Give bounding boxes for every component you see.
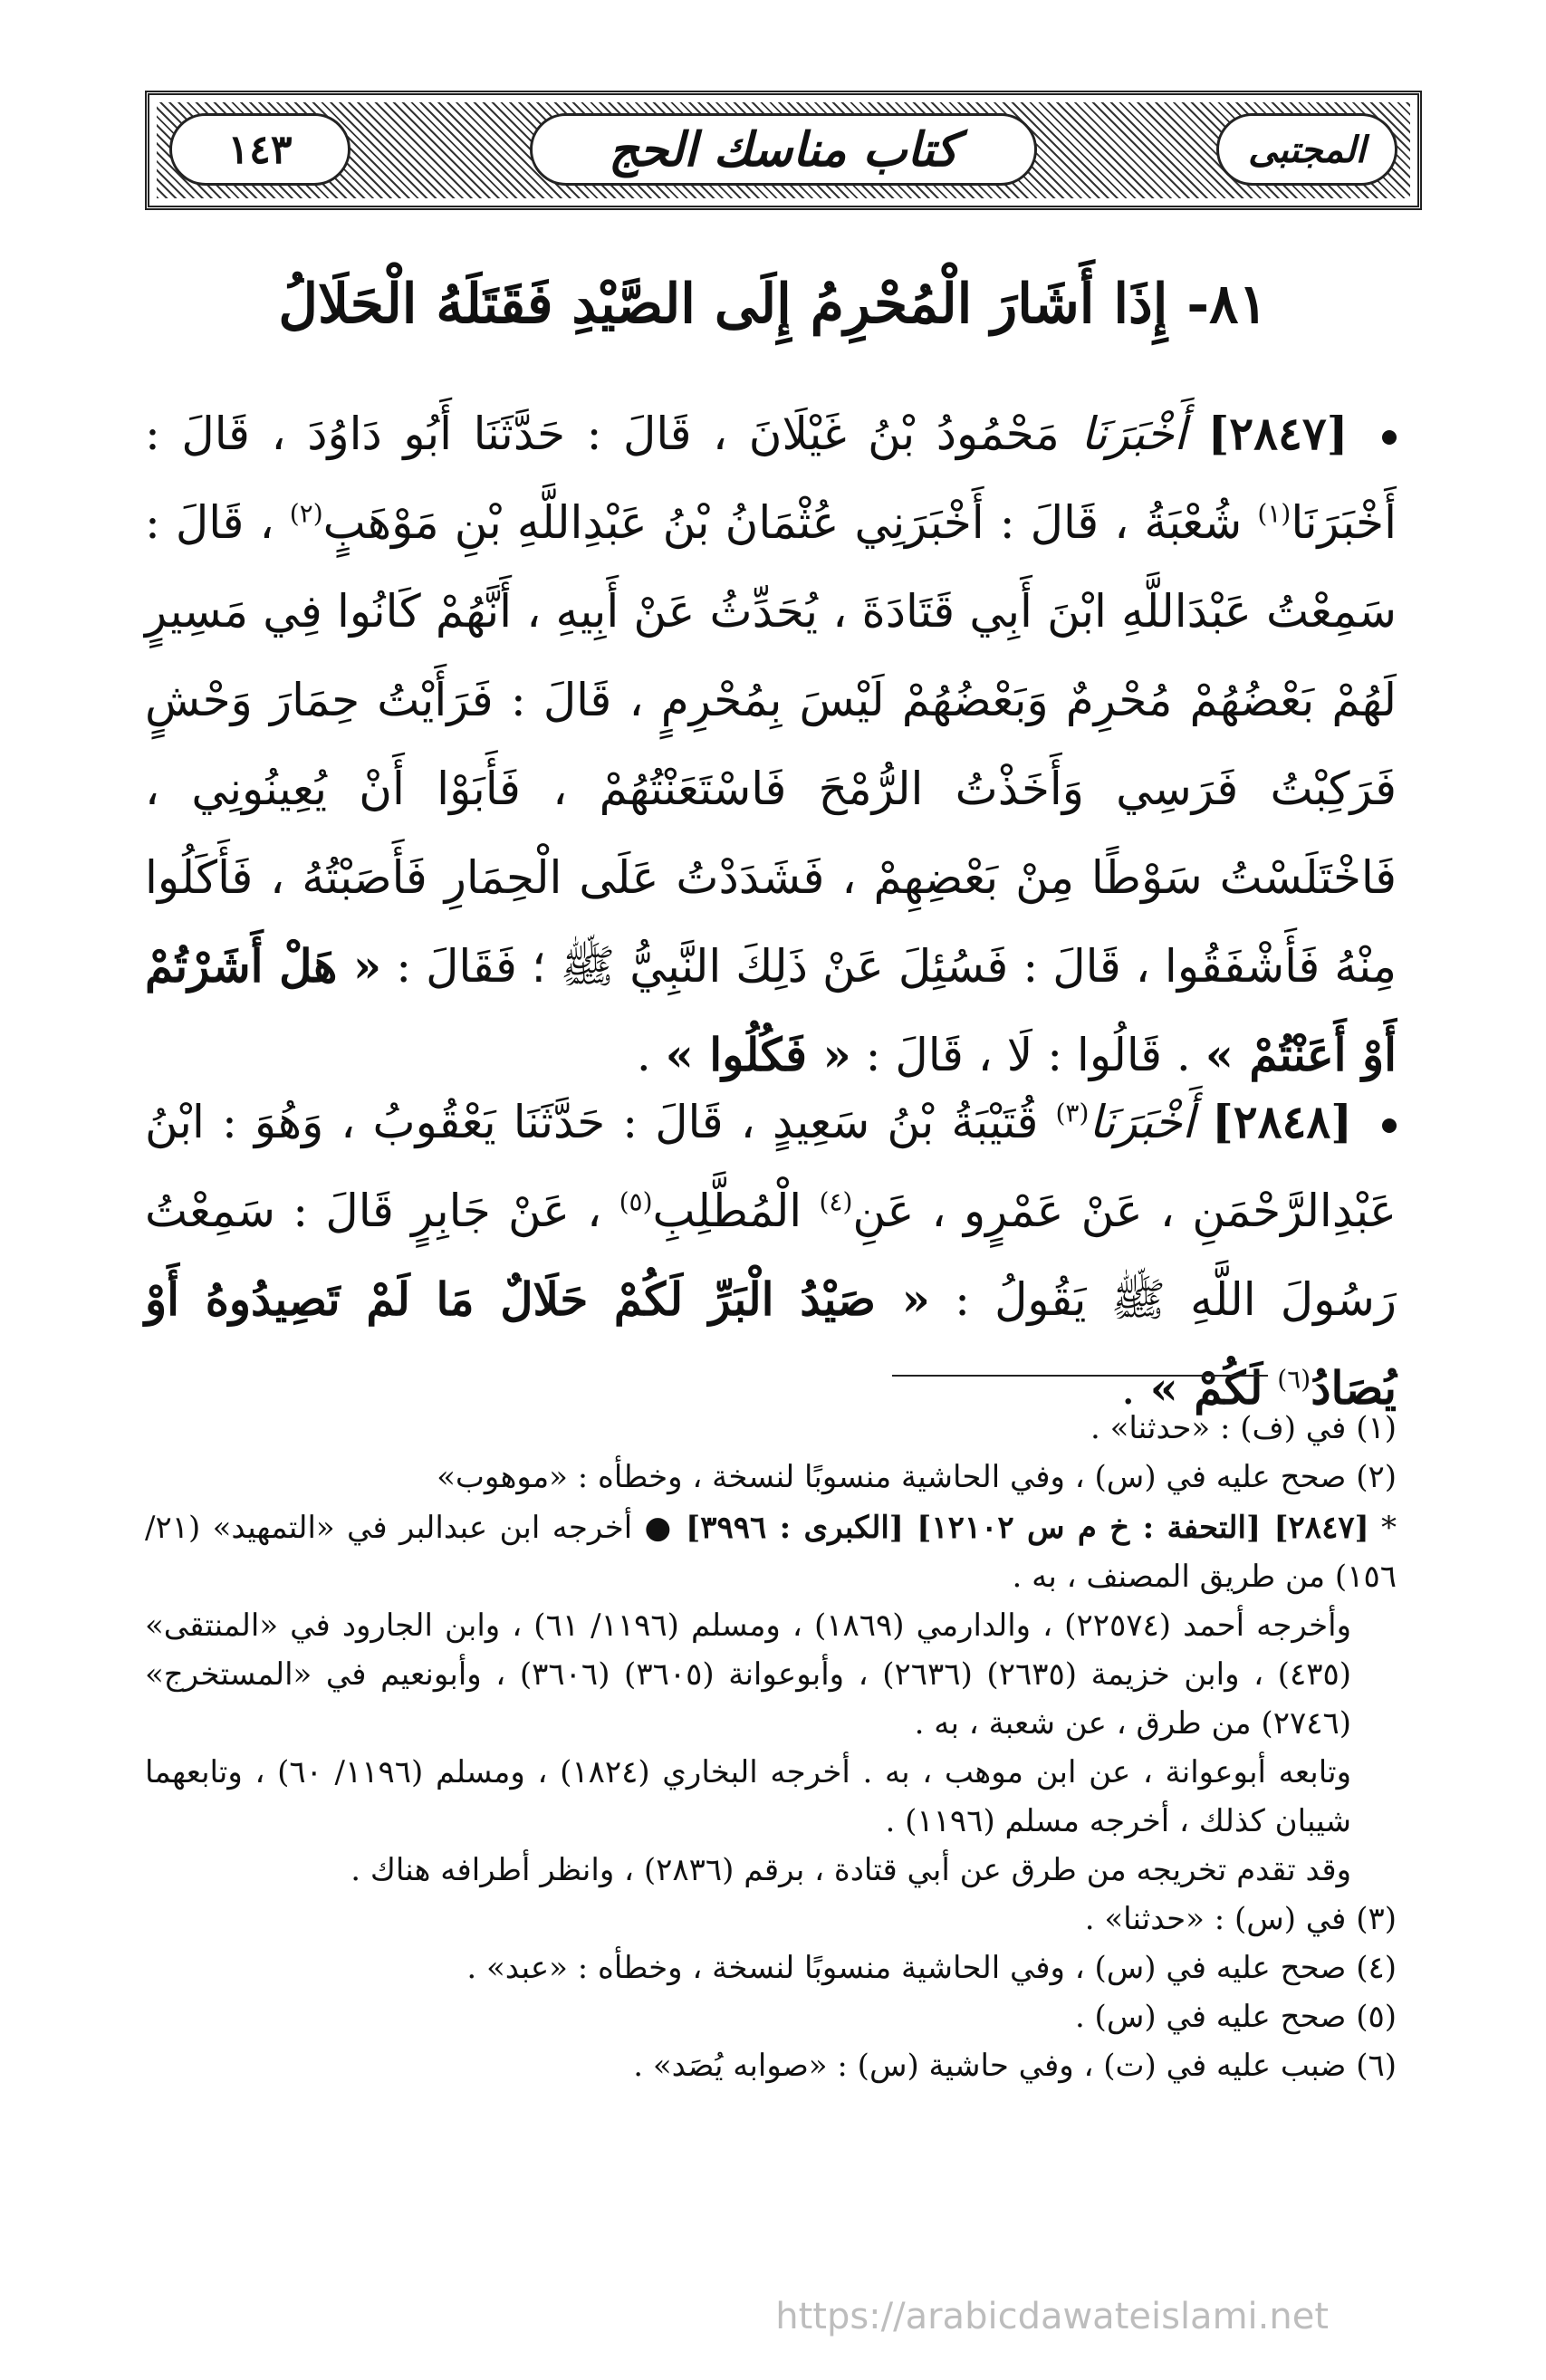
hadith-text: قُتَيْبَةُ بْنُ سَعِيدٍ ، قَالَ : حَدَّثَنَا يَعْقُوبُ ، وَهُوَ : ابْنُ عَبْدِالرَّحْمَنِ ، عَنْ عَمْرٍو ، عَنِ [145, 1096, 1397, 1237]
takhrij-bullet-icon: ● [644, 1510, 674, 1546]
akhbarana-label: أَخْبَرَنَا [1089, 1096, 1196, 1148]
footnotes [145, 1404, 1397, 2090]
prophetic-quote: « فَكُلُوا » [665, 1028, 851, 1081]
footnote-4: (٤) صحح عليه في (س) ، وفي الحاشية منسوبًا لنسخة ، وخطأه : «عبد» . [466, 1950, 1397, 1986]
bullet-icon [1382, 1118, 1397, 1133]
bullet-icon [1382, 430, 1397, 445]
footnote-5: (٥) صحح عليه في (س) . [1074, 1999, 1397, 2035]
hadith-text: شُعْبَةُ ، قَالَ : أَخْبَرَنِي عُثْمَانُ بْنُ عَبْدِاللَّهِ بْنِ مَوْهَبٍ [322, 496, 1243, 549]
hadith-text: . [1120, 1362, 1136, 1415]
takhrij-heading: [٢٨٤٧] [التحفة : خ م س ١٢١٠٢] [الكبرى : ٣٩٩٦] [686, 1510, 1369, 1546]
hadith-text: الْمُطَّلِبِ [652, 1185, 802, 1237]
footnote-ref[interactable]: (٣) [1055, 1098, 1090, 1128]
footnote-ref[interactable]: (٤) [819, 1186, 853, 1217]
takhrij-text: أخرجه ابن عبدالبر في «التمهيد» (٢١/ ١٥٦) من طريق المصنف ، به . [145, 1510, 1397, 1595]
book-logo: المجتبى [1216, 113, 1397, 186]
hadith-2847 [145, 389, 1397, 1099]
prophetic-quote: « هَلْ أَشَرْتُمْ أَوْ أَعَنْتُمْ » [145, 939, 1397, 1081]
hadith-text: . [636, 1029, 651, 1081]
footnote-3: (٣) في (س) : «حدثنا» . [1084, 1901, 1397, 1937]
prophetic-quote: « صَيْدُ الْبَرِّ لَكُمْ حَلَالٌ مَا لَمْ تَصِيدُوهُ أَوْ يُصَادُ [145, 1272, 1397, 1415]
takhrij-paragraph: وأخرجه أحمد (٢٢٥٧٤) ، والدارمي (١٨٦٩) ، ومسلم (١١٩٦/ ٦١) ، وابن الجارود في «المنتقى» (٤٣٥) ، وابن خزيمة (٢٦٣٥) (٢٦٣٦) ، وأبوعوانة (٣٦٠٥) (٣٦٠٦) ، وأبونعيم في «المستخرج» (٢٧٤٦) من طرق ، عن شعبة ، به . [145, 1607, 1352, 1742]
hadith-2848 [145, 1078, 1397, 1433]
hadith-text: مَحْمُودُ بْنُ غَيْلَانَ ، قَالَ : حَدَّثَنَا أَبُو دَاوُدَ ، قَالَ : أَخْبَرَنَا [145, 408, 1397, 549]
page-number: ١٤٣ [169, 113, 350, 186]
running-title: كتاب مناسك الحج [530, 113, 1037, 186]
prophetic-quote: لَكُمْ » [1149, 1361, 1263, 1415]
footnote-separator [892, 1375, 1268, 1377]
footnote-ref[interactable]: (٦) [1277, 1364, 1311, 1395]
hadith-text: ، قَالَ : سَمِعْتُ عَبْدَاللَّهِ ابْنَ أَبِي قَتَادَةَ ، يُحَدِّثُ عَنْ أَبِيهِ ، أَنَّهُمْ كَانُوا فِي مَسِيرٍ لَهُمْ بَعْضُهُمْ مُحْرِمٌ وَبَعْضُهُمْ لَيْسَ بِمُحْرِمٍ ، قَالَ : فَرَأَيْتُ حِمَارَ وَحْشٍ فَرَكِبْتُ فَرَسِي وَأَخَذْتُ الرُّمْحَ فَاسْتَعَنْتُهُمْ ، فَأَبَوْا أَنْ يُعِينُونِي ، فَاخْتَلَسْتُ سَوْطًا مِنْ بَعْضِهِمْ ، فَشَدَدْتُ عَلَى الْحِمَارِ فَأَصَبْتُهُ ، فَأَكَلُوا مِنْهُ فَأَشْفَقُوا ، قَالَ : فَسُئِلَ عَنْ ذَلِكَ النَّبِيُّ ﷺ ؛ فَقَالَ : [145, 496, 1397, 993]
footnote-1: (١) في (ف) : «حدثنا» . [1090, 1410, 1397, 1446]
hadith-number: [٢٨٤٧] [1207, 407, 1349, 460]
akhbarana-label: أَخْبَرَنَا [1080, 408, 1187, 460]
takhrij-mark: * [1381, 1510, 1397, 1546]
takhrij-paragraph: وقد تقدم تخريجه من طرق عن أبي قتادة ، برقم (٢٨٣٦) ، وانظر أطرافه هناك . [350, 1852, 1351, 1888]
watermark-url: https://arabicdawateislami.net [775, 2296, 1329, 2337]
hadith-text: ، عَنْ جَابِرٍ قَالَ : سَمِعْتُ رَسُولَ اللَّهِ ﷺ يَقُولُ : [145, 1185, 1397, 1326]
takhrij-2847 [145, 1503, 1397, 1601]
footnote-ref[interactable]: (٢) [289, 498, 323, 529]
hadith-text: . قَالُوا : لَا ، قَالَ : [865, 1029, 1191, 1081]
footnote-ref[interactable]: (٥) [619, 1186, 653, 1217]
chapter-title: ٨١- إِذَا أَشَارَ الْمُحْرِمُ إِلَى الصَّيْدِ فَقَتَلَهُ الْحَلَالُ [278, 273, 1268, 336]
hadith-number: [٢٨٤٨] [1212, 1095, 1352, 1148]
footnote-2: (٢) صحح عليه في (س) ، وفي الحاشية منسوبًا لنسخة ، وخطأه : «موهوب» [437, 1459, 1397, 1495]
page-header-banner [145, 91, 1422, 210]
footnote-6: (٦) ضبب عليه في (ت) ، وفي حاشية (س) : «صوابه يُصَد» . [633, 2048, 1397, 2084]
takhrij-paragraph: وتابعه أبوعوانة ، عن ابن موهب ، به . أخرجه البخاري (١٨٢٤) ، ومسلم (١١٩٦/ ٦٠) ، وتابعهما شيبان كذلك ، أخرجه مسلم (١١٩٦) . [145, 1754, 1351, 1839]
footnote-ref[interactable]: (١) [1257, 498, 1292, 529]
